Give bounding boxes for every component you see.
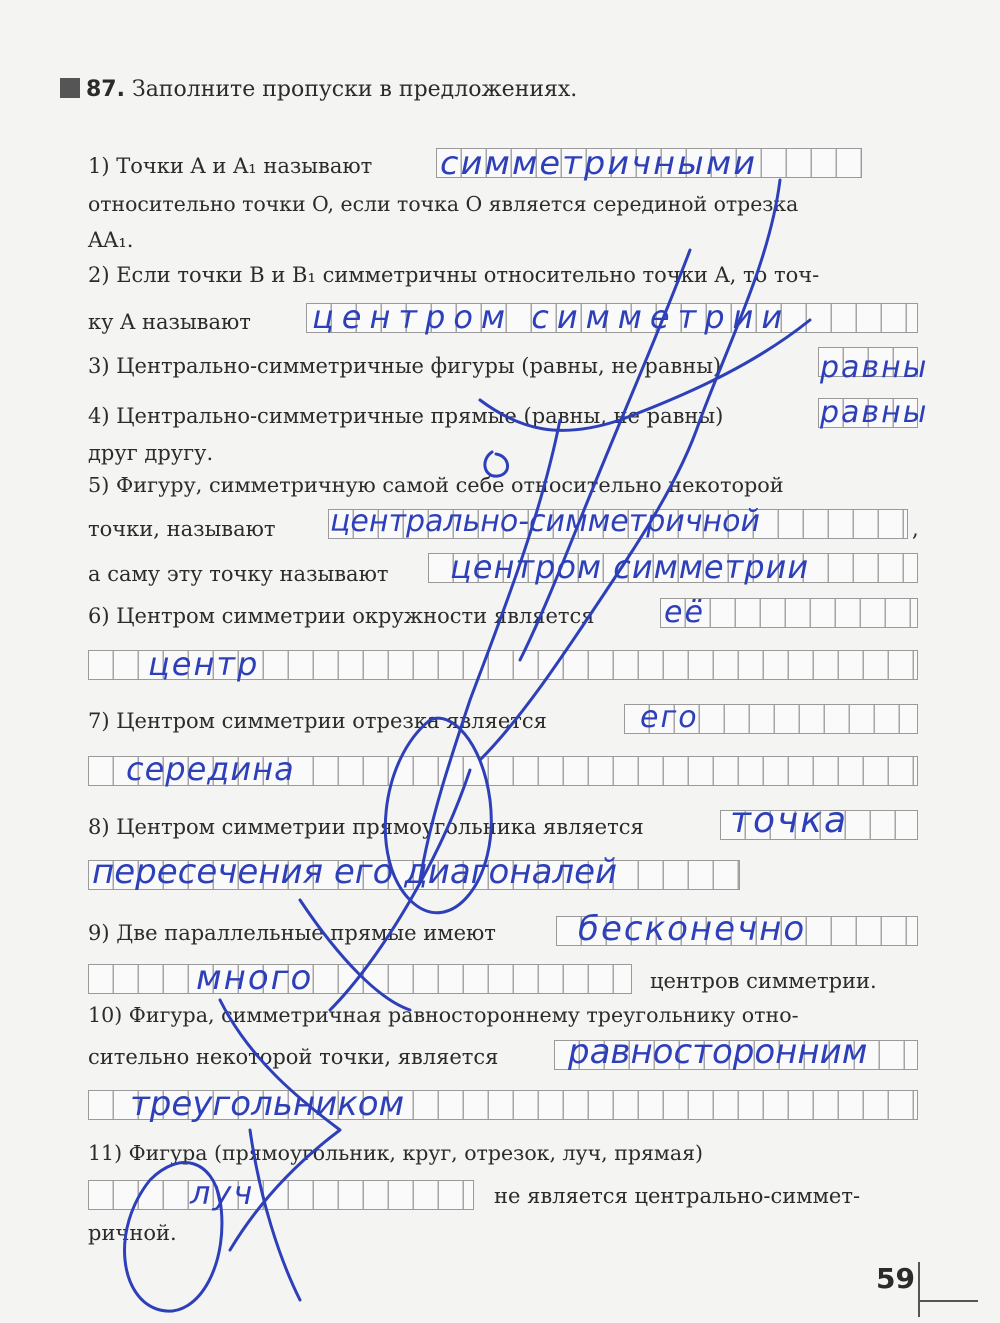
item-6-answer-2: центр [148, 645, 260, 683]
item-4-text-b: друг другу. [88, 441, 214, 465]
item-3-text-a: 3) Центрально-симметричные фигуры (равны, не равны) [88, 354, 722, 378]
item-11-text-c: ричной. [88, 1221, 177, 1245]
item-4-answer: равны [820, 395, 929, 430]
item-7-text-a: 7) Центром симметрии отрезка является [88, 709, 547, 733]
item-10-answer-2: треугольником [130, 1084, 405, 1124]
item-3-answer: равны [820, 350, 929, 385]
item-10-text-a: 10) Фигура, симметричная равностороннему треугольнику отно- [88, 1003, 799, 1027]
item-11-text-b: не является центрально-симмет- [494, 1184, 861, 1208]
page-number-divider [918, 1262, 920, 1317]
item-5-text-a: 5) Фигуру, симметричную самой себе относительно некоторой [88, 473, 784, 497]
item-8-answer-2: пересечения его диагоналей [92, 852, 618, 892]
item-2-answer: центром симметрии [312, 298, 791, 336]
task-marker-icon [60, 78, 80, 98]
item-9-answer-2: много [196, 958, 314, 998]
task-number: 87. [86, 77, 125, 102]
item-1-text-a: 1) Точки A и A₁ называют [88, 154, 373, 178]
item-11-answer: луч [190, 1174, 255, 1212]
item-7-answer-2: середина [126, 750, 295, 788]
item-5-text-d: а саму эту точку называют [88, 562, 389, 586]
item-11-answer-cells[interactable] [88, 1180, 474, 1210]
item-4-text-a: 4) Центрально-симметричные прямые (равны, не равны) [88, 404, 724, 428]
task-title [60, 77, 577, 102]
item-6-answer-1: её [664, 595, 705, 630]
item-9-text-b: центров симметрии. [650, 969, 877, 993]
item-9-text-a: 9) Две параллельные прямые имеют [88, 921, 496, 945]
item-11-text-a: 11) Фигура (прямоугольник, круг, отрезок, луч, прямая) [88, 1141, 704, 1165]
item-9-answer-1: бесконечно [578, 909, 807, 949]
item-5-text-b: точки, называют [88, 517, 276, 541]
page-footer-rule [918, 1300, 978, 1302]
item-10-text-b: сительно некоторой точки, является [88, 1045, 499, 1069]
item-5-answer-2: центром симметрии [450, 548, 810, 586]
task-instruction: Заполните пропуски в предложениях. [131, 77, 578, 102]
item-5-text-c: , [912, 517, 919, 541]
item-7-answer-1: его [640, 700, 699, 735]
scribble-stroke [220, 1000, 340, 1250]
page-number: 59 [876, 1262, 915, 1295]
item-1-text-c: AA₁. [88, 228, 134, 252]
item-2-text-a: 2) Если точки B и B₁ симметричны относительно точки A, то точ- [88, 263, 820, 287]
item-1-text-b: относительно точки O, если точка O является серединой отрезка [88, 192, 799, 216]
item-2-text-b: ку A называют [88, 310, 251, 334]
item-6-text-a: 6) Центром симметрии окружности является [88, 604, 595, 628]
item-10-answer-1: равносторонним [568, 1032, 868, 1072]
item-8-text-a: 8) Центром симметрии прямоугольника является [88, 815, 644, 839]
item-1-answer: симметричными [440, 144, 758, 182]
item-5-answer-1: центрально-симметричной [330, 504, 760, 539]
item-8-answer-1: точка [730, 800, 849, 841]
item-9-answer-2-cells[interactable] [88, 964, 632, 994]
